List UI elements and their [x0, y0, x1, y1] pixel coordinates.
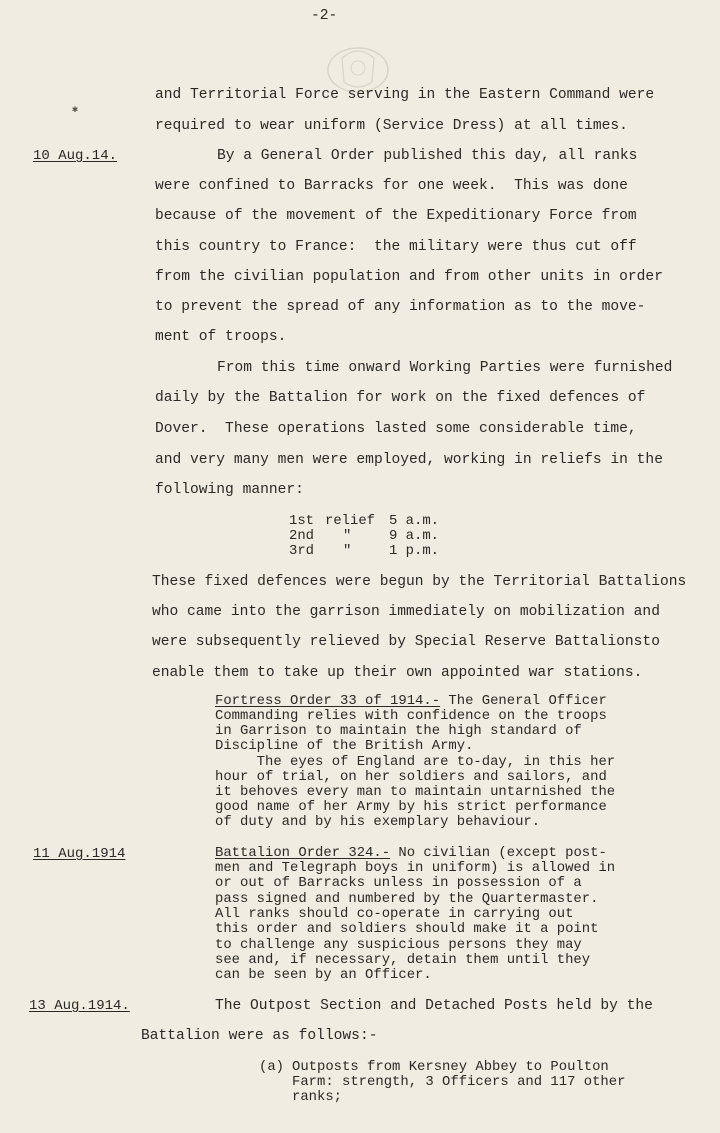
paragraph-line: from the civilian population and from other units in order [155, 269, 663, 285]
paragraph-line: ment of troops. [155, 329, 287, 345]
fortress-order-first-line [215, 694, 607, 709]
order-line: Discipline of the British Army. [215, 738, 474, 754]
paragraph-line: following manner: [155, 482, 304, 498]
order-line: The eyes of England are to-day, in this her [215, 754, 616, 770]
paragraph-line: this country to France: the military were thus cut off [155, 239, 637, 255]
outpost-item-label: (a) [259, 1059, 285, 1075]
paragraph-line: Dover. These operations lasted some considerable time, [155, 421, 637, 437]
paragraph-line: These fixed defences were begun by the Territorial Battalions [152, 574, 687, 590]
order-line: good name of her Army by his strict performance [215, 799, 607, 815]
paragraph-line: were confined to Barracks for one week. This was done [155, 178, 628, 194]
relief-name: 3rd [289, 543, 315, 559]
ink-mark: ✱ [72, 105, 79, 116]
order-line: it behoves every man to maintain untarnished the [215, 784, 616, 800]
relief-label: " [343, 528, 352, 544]
battalion-order-first-line [215, 846, 607, 861]
order-line: men and Telegraph boys in uniform) is allowed in [215, 860, 616, 876]
order-line: or out of Barracks unless in possession of a [215, 875, 582, 891]
paragraph-line: who came into the garrison immediately on mobilization and [152, 604, 660, 620]
outpost-line: ranks; [292, 1089, 343, 1105]
page-number: -2- [311, 8, 338, 24]
relief-time: 9 a.m. [389, 528, 440, 544]
paragraph-line: From this time onward Working Parties were furnished [217, 360, 673, 376]
battalion-order-text: No civilian (except post- [390, 845, 607, 861]
date-10-aug: 10 Aug.14. [33, 148, 118, 164]
date-13-aug: 13 Aug.1914. [29, 998, 130, 1014]
outpost-line: Outposts from Kersney Abbey to Poulton [292, 1059, 609, 1075]
relief-name: 1st [289, 513, 315, 529]
order-line: hour of trial, on her soldiers and sailors, and [215, 769, 607, 785]
order-line: Commanding relies with confidence on the troops [215, 708, 607, 724]
opening-line-1: and Territorial Force serving in the Eastern Command were [155, 87, 655, 103]
order-line: this order and soldiers should make it a point [215, 921, 599, 937]
fortress-order-title: Fortress Order 33 of 1914.- [215, 693, 441, 709]
date-11-aug: 11 Aug.1914 [33, 846, 126, 862]
paragraph-line: By a General Order published this day, all ranks [217, 148, 638, 164]
relief-time: 1 p.m. [389, 543, 440, 559]
paragraph-line: enable them to take up their own appointed war stations. [152, 665, 643, 681]
relief-label: relief [325, 513, 376, 529]
order-line: pass signed and numbered by the Quartermaster. [215, 891, 599, 907]
order-line: All ranks should co-operate in carrying out [215, 906, 574, 922]
relief-label: " [343, 543, 352, 559]
opening-line-2: required to wear uniform (Service Dress) at all times. [155, 118, 628, 134]
order-line: of duty and by his exemplary behaviour. [215, 814, 541, 830]
relief-time: 5 a.m. [389, 513, 440, 529]
relief-name: 2nd [289, 528, 315, 544]
paragraph-line: The Outpost Section and Detached Posts held by the [215, 998, 653, 1014]
paragraph-line: Battalion were as follows:- [141, 1028, 378, 1044]
paragraph-line: daily by the Battalion for work on the fixed defences of [155, 390, 646, 406]
battalion-order-title: Battalion Order 324.- [215, 845, 391, 861]
fortress-order-text: The General Officer [440, 693, 607, 709]
paragraph-line: were subsequently relieved by Special Reserve Battalionsto [152, 634, 660, 650]
order-line: can be seen by an Officer. [215, 967, 432, 983]
paragraph-line: and very many men were employed, working in reliefs in the [155, 452, 663, 468]
paragraph-line: to prevent the spread of any information as to the move- [155, 299, 646, 315]
outpost-line: Farm: strength, 3 Officers and 117 other [292, 1074, 626, 1090]
paragraph-line: because of the movement of the Expeditionary Force from [155, 208, 637, 224]
order-line: see and, if necessary, detain them until they [215, 952, 591, 968]
order-line: to challenge any suspicious persons they may [215, 937, 582, 953]
order-line: in Garrison to maintain the high standard of [215, 723, 582, 739]
